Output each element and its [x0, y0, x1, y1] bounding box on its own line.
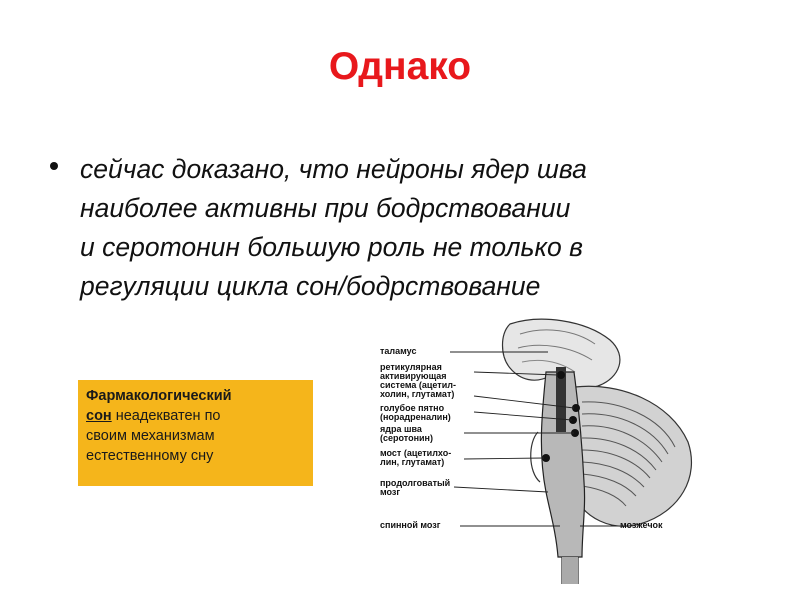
- callout-text-1: неадекватен по: [111, 408, 221, 424]
- label-reticular-2: активирующая: [380, 371, 447, 381]
- callout-text-2: своим механизмам: [86, 428, 215, 444]
- callout-bold-text: Фармакологический: [86, 388, 232, 404]
- label-raphe-1: ядра шва: [380, 424, 422, 434]
- label-reticular-1: ретикулярная: [380, 362, 442, 372]
- callout-box: [78, 380, 313, 486]
- bullet-line-3: и серотонин большую роль не только в: [80, 232, 583, 262]
- label-cerebellum: мозжечок: [620, 520, 663, 530]
- brainstem-diagram: [370, 312, 710, 584]
- bullet-line-1: сейчас доказано, что нейроны ядер шва: [80, 154, 587, 184]
- bullet-line-2: наиболее активны при бодрствовании: [80, 193, 571, 223]
- bullet-line-4: регуляции цикла сон/бодрствование: [80, 271, 541, 301]
- bullet-item: [50, 150, 760, 306]
- callout-text-3: естественному сну: [86, 448, 214, 464]
- label-pons-1: мост (ацетилхо-: [380, 448, 452, 458]
- label-medulla-1: продолговатый: [380, 478, 451, 488]
- label-reticular-4: холин, глутамат): [380, 389, 455, 399]
- label-raphe-2: (серотонин): [380, 433, 433, 443]
- label-spinal-cord: спинной мозг: [380, 520, 441, 530]
- bullet-dot: [50, 162, 58, 170]
- bullet-text: [80, 150, 760, 306]
- slide-title: Однако: [328, 45, 472, 88]
- label-pons-2: лин, глутамат): [380, 457, 445, 467]
- label-thalamus: таламус: [380, 346, 417, 356]
- callout-underlined-text: сон: [86, 408, 112, 424]
- label-reticular-3: система (ацетил-: [380, 380, 456, 390]
- label-locus-1: голубое пятно: [380, 403, 445, 413]
- label-medulla-2: мозг: [380, 487, 401, 497]
- label-locus-2: (норадреналин): [380, 412, 451, 422]
